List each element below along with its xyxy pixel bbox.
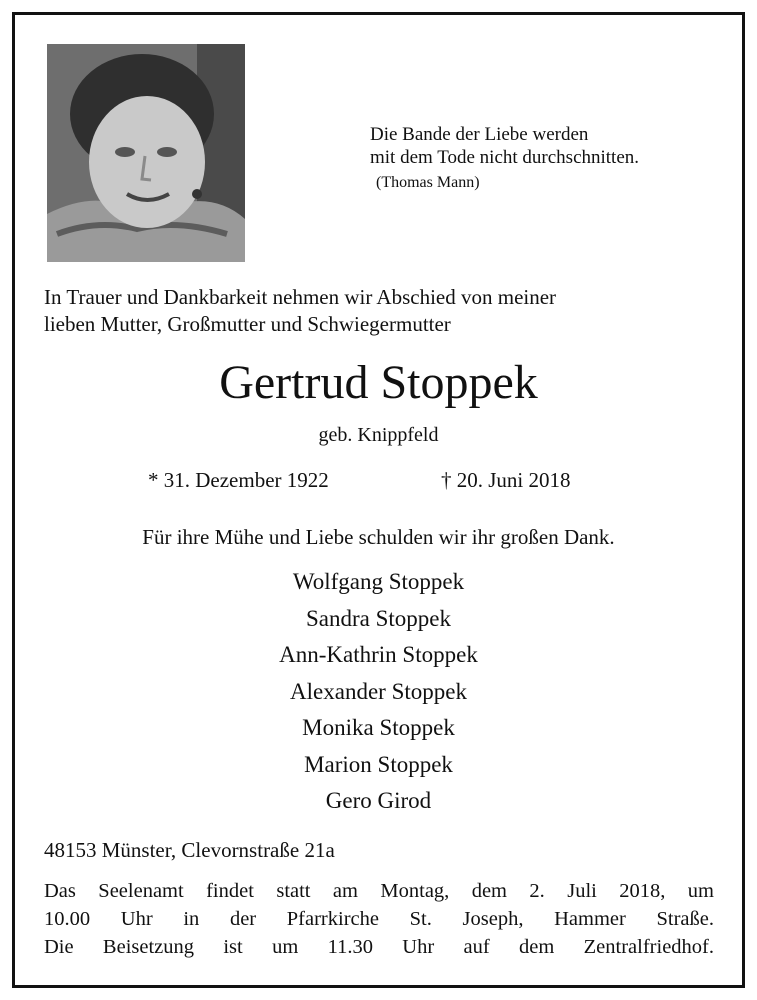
- family-member: Monika Stoppek: [302, 715, 455, 740]
- intro-line-1: In Trauer und Dankbarkeit nehmen wir Abschied von meiner: [44, 285, 557, 309]
- portrait-photo: [47, 44, 245, 262]
- birth-date: * 31. Dezember 1922: [148, 468, 329, 492]
- family-member: Gero Girod: [325, 788, 432, 813]
- address: 48153 Münster, Clevornstraße 21a: [44, 838, 335, 862]
- quote: [370, 123, 639, 194]
- quote-author: (Thomas Mann): [376, 174, 480, 191]
- portrait-illustration: [47, 44, 245, 262]
- family-member: Sandra Stoppek: [305, 605, 451, 631]
- deceased-name: Gertrud Stoppek: [219, 356, 538, 409]
- service-info: [44, 877, 714, 961]
- maiden-name: geb. Knippfeld: [318, 424, 439, 446]
- quote-line-2: mit dem Tode nicht durchschnitten.: [370, 147, 640, 168]
- service-line-1: Das Seelenamt findet statt am Montag, dem 2. Juli 2018, um: [44, 880, 714, 902]
- family-member: Wolfgang Stoppek: [292, 569, 465, 594]
- quote-line-1: Die Bande der Liebe werden: [370, 124, 589, 145]
- family-member: Alexander Stoppek: [290, 678, 467, 704]
- intro-text: [44, 284, 556, 338]
- family-member: Ann-Kathrin Stoppek: [279, 642, 478, 667]
- death-date: † 20. Juni 2018: [441, 468, 571, 492]
- family-list: [0, 564, 757, 820]
- family-member: Marion Stoppek: [304, 751, 453, 777]
- service-line-3: Die Beisetzung ist um 11.30 Uhr auf dem Zentralfriedhof.: [44, 936, 714, 958]
- thanks-text: Für ihre Mühe und Liebe schulden wir ihr großen Dank.: [142, 525, 615, 549]
- intro-line-2: lieben Mutter, Großmutter und Schwiegermutter: [44, 312, 451, 336]
- service-line-2: 10.00 Uhr in der Pfarrkirche St. Joseph, Hammer Straße.: [44, 908, 714, 930]
